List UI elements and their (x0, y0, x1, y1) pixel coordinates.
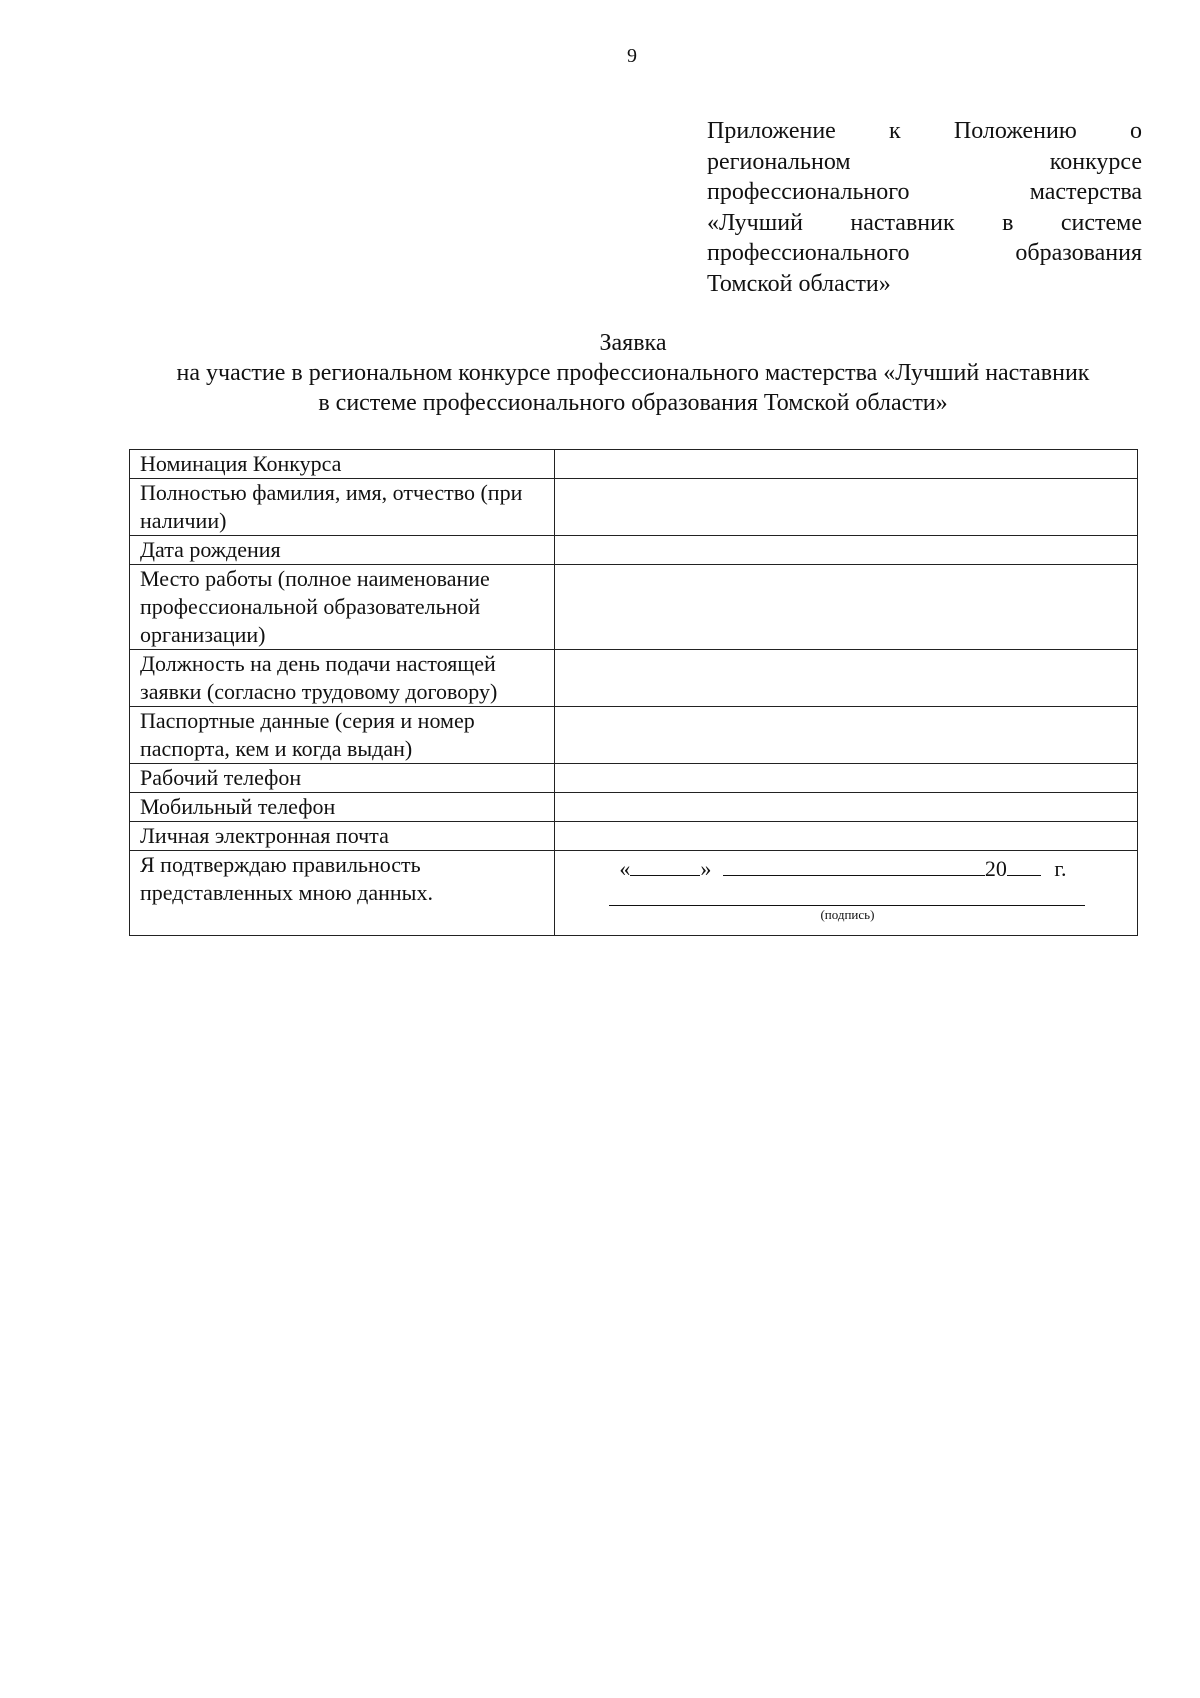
table-row (130, 565, 1138, 650)
field-label: Паспортные данные (серия и номер паспорта, кем и когда выдан) (130, 707, 555, 764)
appendix-line (707, 208, 1142, 239)
open-quote: « (619, 856, 631, 881)
appendix-word: наставник (850, 209, 955, 236)
table-row (130, 650, 1138, 707)
date-line (619, 855, 1066, 883)
field-label: Должность на день подачи настоящей заявки (согласно трудовому договору) (130, 650, 555, 707)
day-blank[interactable] (630, 855, 700, 876)
appendix-word: «Лучший (707, 209, 803, 236)
signature-line[interactable] (609, 905, 1085, 906)
field-value[interactable] (555, 565, 1138, 650)
appendix-word: Томской области» (707, 270, 891, 297)
field-value[interactable] (555, 479, 1138, 536)
appendix-word: о (1129, 118, 1142, 144)
application-form-table (129, 449, 1138, 936)
appendix-line (707, 147, 1142, 178)
field-value[interactable] (555, 450, 1138, 479)
appendix-word: системе (1060, 209, 1142, 236)
signature-caption: (подпись) (820, 907, 875, 922)
field-label: Рабочий телефон (130, 764, 555, 793)
field-value[interactable] (555, 764, 1138, 793)
year-suffix: г. (1054, 856, 1067, 881)
table-row (130, 536, 1138, 565)
title-heading: Заявка (599, 330, 667, 356)
signature-cell (555, 851, 1138, 936)
field-label: Дата рождения (130, 536, 555, 565)
title-line: в системе профессионального образования Томской области» (318, 390, 948, 416)
appendix-word: к (889, 118, 901, 144)
appendix-word: профессионального (707, 240, 910, 266)
appendix-word: Положению (953, 118, 1077, 144)
appendix-word: в (1002, 209, 1014, 236)
table-row (130, 822, 1138, 851)
month-blank[interactable] (723, 855, 985, 876)
table-row (130, 450, 1138, 479)
table-row (130, 707, 1138, 764)
field-label: Мобильный телефон (130, 793, 555, 822)
title-line: на участие в региональном конкурсе профессионального мастерства «Лучший наставник (176, 360, 1090, 386)
year-prefix: 20 (984, 856, 1007, 881)
appendix-note (707, 116, 1142, 299)
appendix-word: конкурсе (1049, 148, 1142, 175)
year-blank[interactable] (1007, 855, 1041, 876)
appendix-word: региональном (707, 148, 851, 175)
appendix-line (707, 177, 1142, 208)
field-value[interactable] (555, 536, 1138, 565)
appendix-line (707, 238, 1142, 269)
appendix-word: мастерства (1029, 179, 1142, 205)
application-title (128, 328, 1138, 418)
confirmation-row (130, 851, 1138, 936)
table-row (130, 479, 1138, 536)
appendix-word: Приложение (707, 118, 836, 144)
appendix-word: профессионального (707, 179, 910, 205)
field-value[interactable] (555, 822, 1138, 851)
table-row (130, 764, 1138, 793)
appendix-line (707, 116, 1142, 147)
appendix-word: образования (1015, 240, 1142, 266)
field-value[interactable] (555, 707, 1138, 764)
confirmation-label: Я подтверждаю правильность представленных мною данных. (130, 851, 555, 936)
field-value[interactable] (555, 650, 1138, 707)
field-label: Номинация Конкурса (130, 450, 555, 479)
appendix-line (707, 269, 1142, 300)
field-value[interactable] (555, 793, 1138, 822)
table-row (130, 793, 1138, 822)
close-quote: » (700, 856, 712, 881)
field-label: Полностью фамилия, имя, отчество (при наличии) (130, 479, 555, 536)
page-number: 9 (627, 45, 637, 67)
field-label: Личная электронная почта (130, 822, 555, 851)
field-label: Место работы (полное наименование профессиональной образовательной организации) (130, 565, 555, 650)
